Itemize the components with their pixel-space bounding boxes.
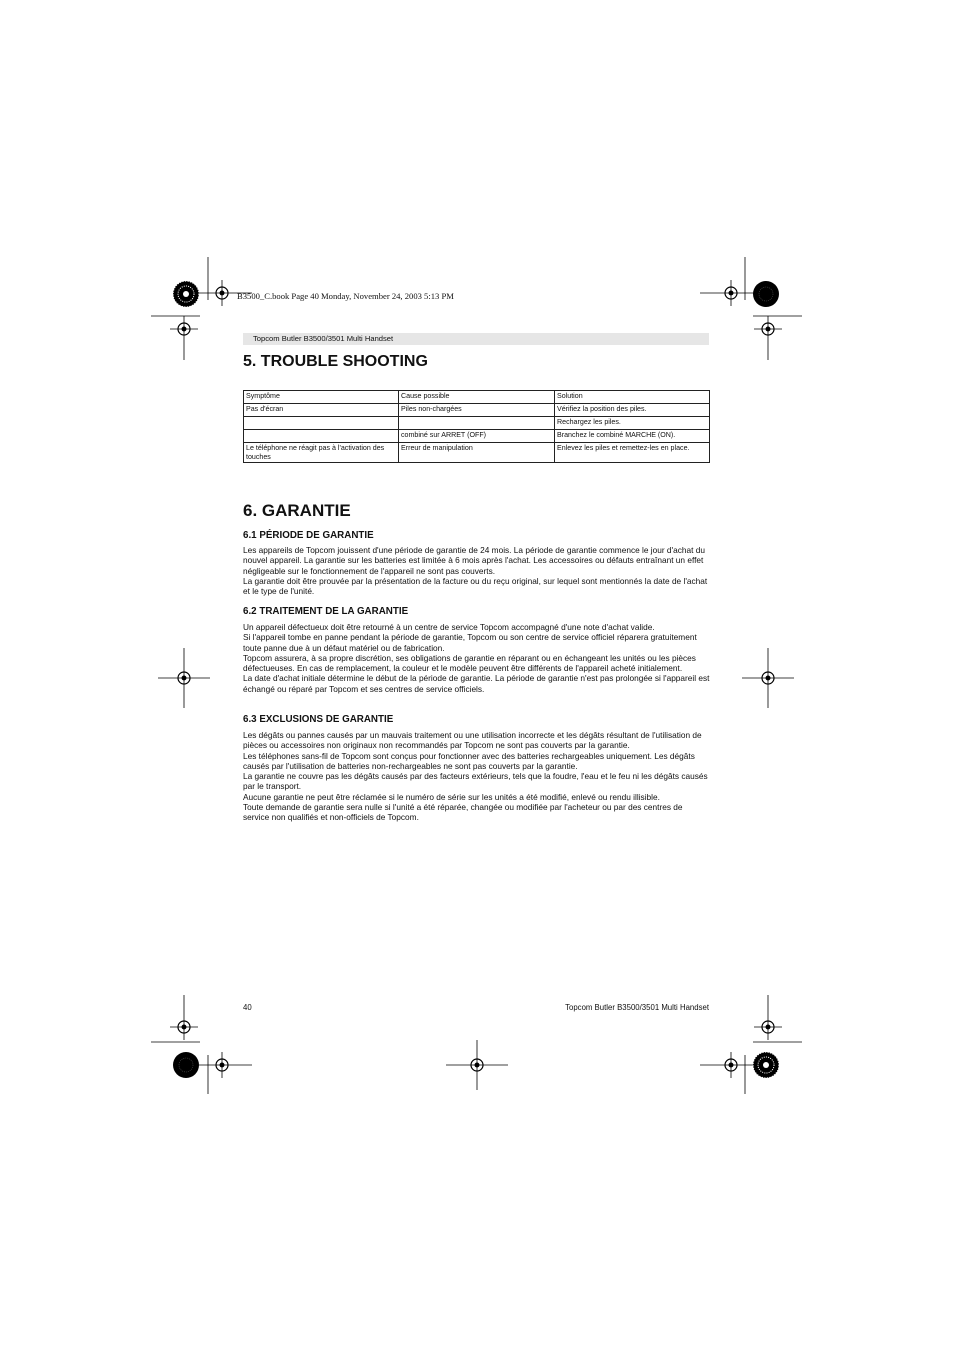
book-info-line: B3500_C.book Page 40 Monday, November 24, 2003 5:13 PM — [237, 291, 454, 301]
paragraph: Un appareil défectueux doit être retourné à un centre de service Topcom accompagné d'une note d'achat valide. — [243, 622, 655, 632]
table-cell: Le téléphone ne réagit pas à l'activation des touches — [244, 443, 399, 463]
table-row — [244, 417, 710, 430]
table-cell: Vérifiez la position des piles. — [555, 404, 710, 417]
table-cell: combiné sur ARRET (OFF) — [399, 430, 555, 443]
page-number: 40 — [243, 1003, 252, 1012]
table-header-row — [244, 391, 710, 404]
paragraph: Les dégâts ou pannes causés par un mauvais traitement ou une utilisation incorrecte et les dégâts résultant de l'utilisation de pièces ou accessoires non originaux non recommandés par Topcom ne sont pas couverts par la garantie. — [243, 730, 702, 751]
paragraph: Topcom assurera, à sa propre discrétion, ses obligations de garantie en réparant ou en échangeant les unités ou les pièces défectueuses. En cas de remplacement, la couleur et le modèle peuvent être différents de l'appareil acheté initialement. — [243, 652, 696, 674]
paragraph: Toute demande de garantie sera nulle si l'unité a été réparée, changée ou modifiée par l'acheteur ou par des centres de service non qualifiés et non-officiels de Topcom. — [243, 802, 683, 823]
table-header-cell: Symptôme — [244, 391, 399, 404]
section-title-garantie: 6. GARANTIE — [243, 501, 351, 520]
paragraph: Les appareils de Topcom jouissent d'une période de garantie de 24 mois. La période de garantie commence le jour d'achat du nouvel appareil. La garantie sur les batteries est limitée à 6 mois après l'achat. Les accessoires ou défauts entraînant un effet négligeable sur le fonctionnement de l'appareil ne sont pas couverts. — [243, 545, 705, 576]
footer-title: Topcom Butler B3500/3501 Multi Handset — [565, 1003, 709, 1012]
paragraph: La garantie doit être prouvée par la présentation de la facture ou du reçu original, sur lequel sont mentionnés la date de l'achat et le type de l'unité. — [243, 575, 708, 597]
table-cell: Erreur de manipulation — [399, 443, 555, 463]
table-cell: Branchez le combiné MARCHE (ON). — [555, 430, 710, 443]
running-header-text: Topcom Butler B3500/3501 Multi Handset — [253, 334, 394, 343]
paragraph: La date d'achat initiale détermine le début de la période de garantie. La période de garantie n'est pas prolongée si l'appareil est échangé ou réparé par Topcom et ses centres de service officiels. — [243, 673, 710, 694]
subsection-title-traitement: 6.2 TRAITEMENT DE LA GARANTIE — [243, 606, 409, 617]
table-row — [244, 404, 710, 417]
table-cell: Piles non-chargées — [399, 404, 555, 417]
table-cell — [244, 430, 399, 443]
table-cell: Rechargez les piles. — [555, 417, 710, 430]
subsection-title-exclusions: 6.3 EXCLUSIONS DE GARANTIE — [243, 714, 394, 725]
table-cell: Pas d'écran — [244, 404, 399, 417]
section-title-trouble-shooting: 5. TROUBLE SHOOTING — [243, 353, 428, 370]
paragraph: Si l'appareil tombe en panne pendant la période de garantie, Topcom ou son centre de service officiel réparera gratuitement toute panne due à un défaut matériel ou de fabrication. — [243, 632, 697, 653]
table-header-cell: Cause possible — [399, 391, 555, 404]
paragraph: Les téléphones sans-fil de Topcom sont conçus pour fonctionner avec des batteries rechargeables uniquement. Les dégâts causés par l'utilisation de batteries non-rechargeables ne sont pas couverts par la garantie. — [243, 750, 695, 771]
subsection-title-periode: 6.1 PÉRIODE DE GARANTIE — [243, 530, 374, 541]
table-cell: Enlevez les piles et remettez-les en place. — [555, 443, 710, 463]
table-cell — [399, 417, 555, 430]
table-header-cell: Solution — [555, 391, 710, 404]
paragraph: Aucune garantie ne peut être réclamée si le numéro de série sur les unités a été modifié, enlevé ou rendu illisible. — [243, 791, 660, 802]
table-row — [244, 430, 710, 443]
paragraph-block-exclusions — [243, 730, 711, 823]
trouble-shooting-table — [243, 390, 710, 463]
running-header — [243, 333, 709, 345]
table-cell — [244, 417, 399, 430]
paragraph-block-periode — [243, 545, 711, 596]
paragraph-block-traitement — [243, 622, 711, 694]
table-row — [244, 443, 710, 463]
paragraph: La garantie ne couvre pas les dégâts causés par des facteurs extérieurs, tels que la foudre, l'eau et le feu ni les dégâts causés par le transport. — [243, 771, 708, 792]
